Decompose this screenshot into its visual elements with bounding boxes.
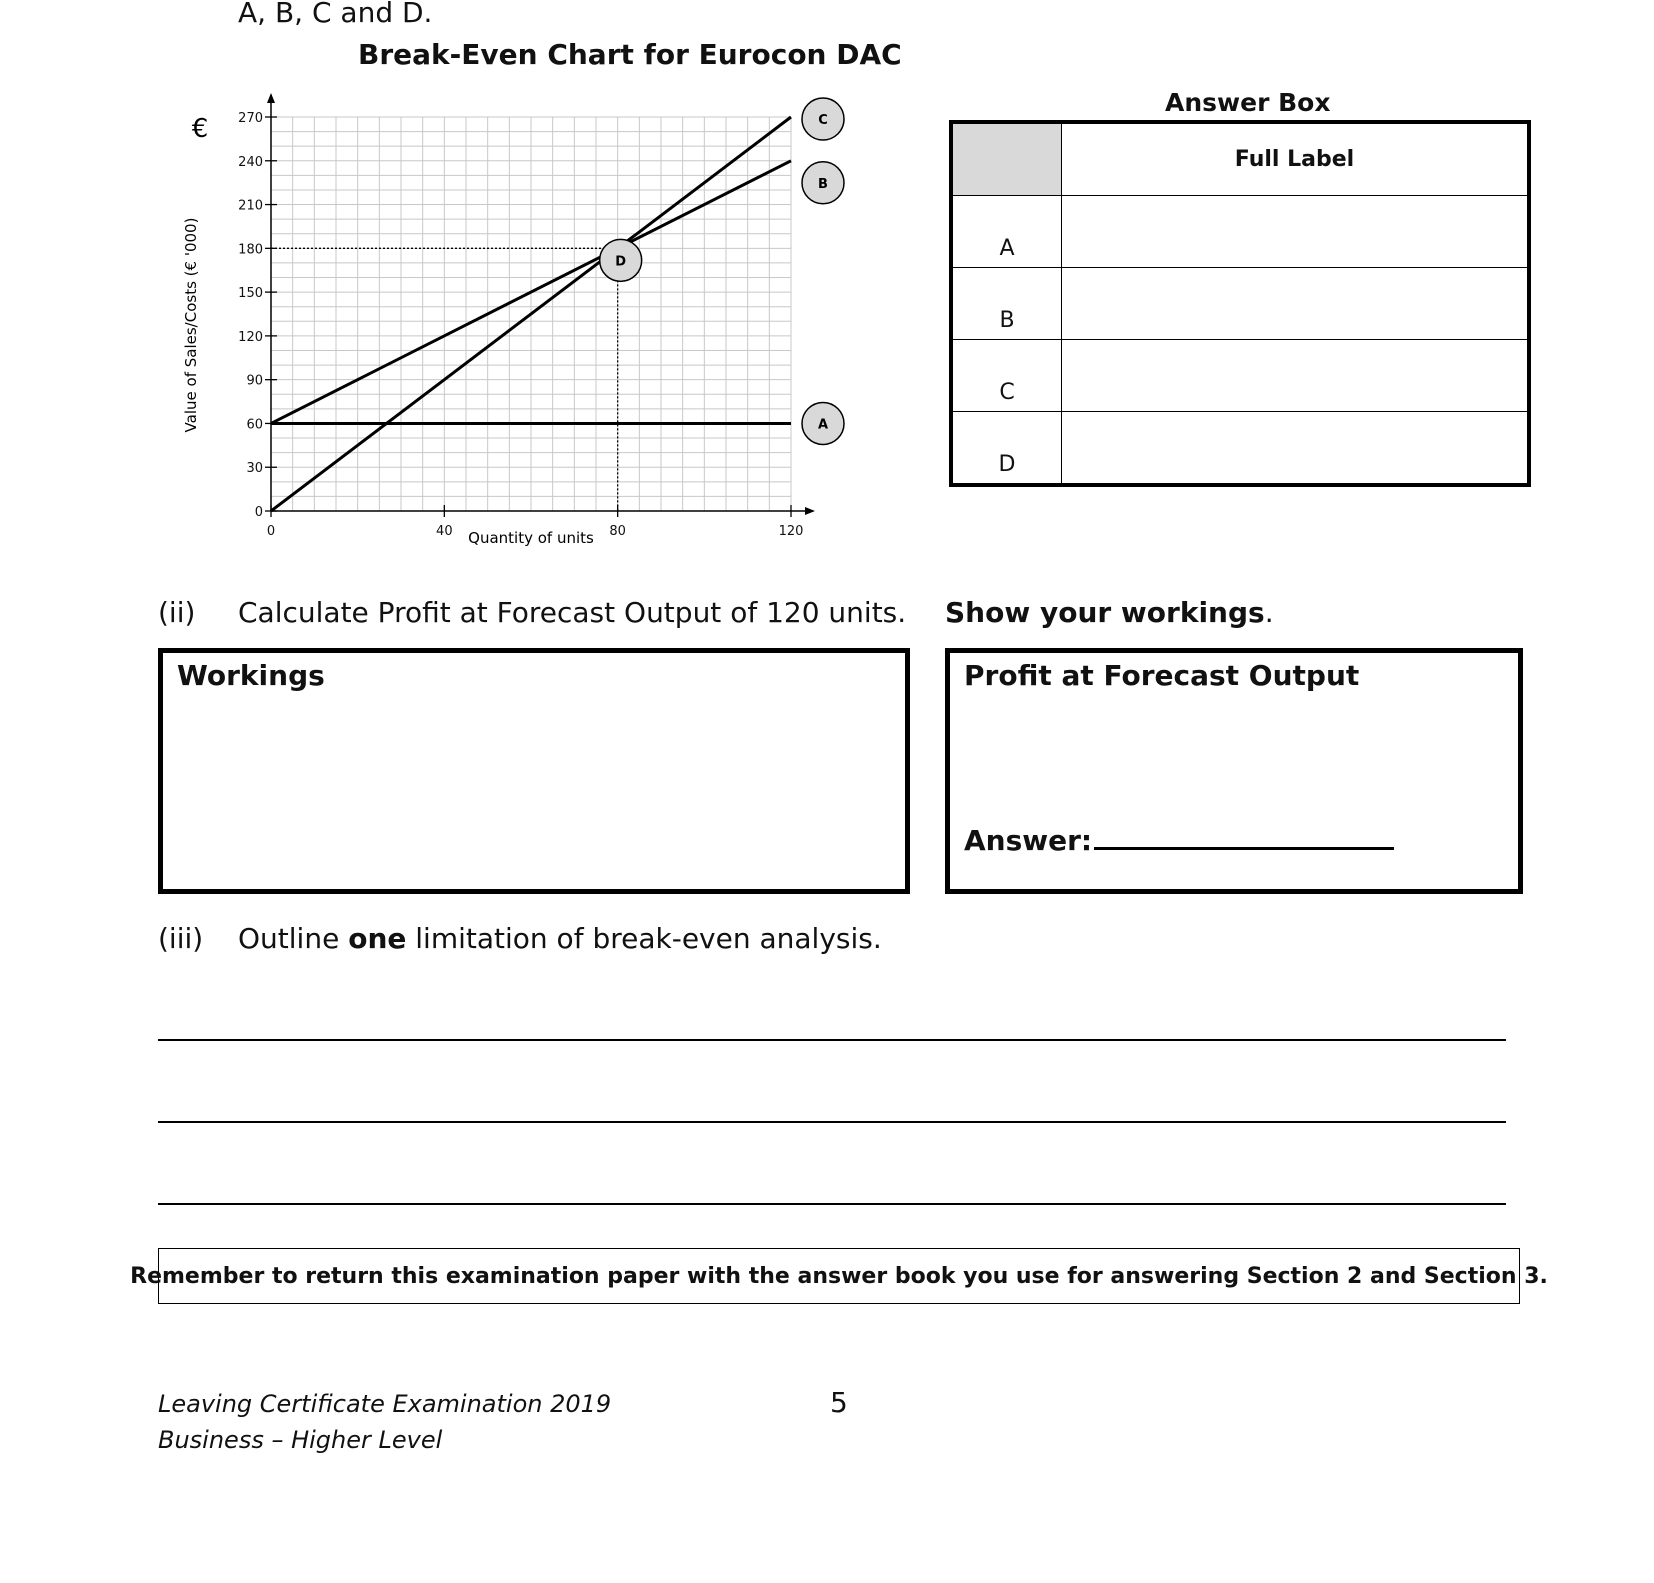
answer-label: Answer:	[964, 824, 1093, 857]
y-tick-label: 240	[238, 154, 263, 170]
question-ii-text: Calculate Profit at Forecast Output of 120 units.	[238, 596, 907, 629]
answer-blank[interactable]	[1094, 821, 1394, 850]
y-tick-label: 210	[238, 198, 263, 214]
answer-box-table	[949, 120, 1531, 487]
row-letter-a: A	[951, 196, 1062, 268]
series-label-c: C	[818, 113, 828, 128]
q3-text-bold: one	[348, 922, 407, 955]
y-tick-label: 60	[246, 417, 263, 433]
row-letter-c: C	[951, 340, 1062, 412]
series-label-b: B	[818, 176, 828, 192]
profit-title: Profit at Forecast Output	[964, 659, 1360, 692]
header-full-label: Full Label	[1062, 122, 1530, 196]
row-letter-b: B	[951, 268, 1062, 340]
answer-box-title: Answer Box	[1165, 88, 1331, 117]
row-letter-d: D	[951, 412, 1062, 486]
currency-symbol: €	[191, 114, 209, 144]
y-axis-arrow	[267, 93, 275, 103]
y-tick-label: 0	[254, 505, 263, 520]
answer-rule-2[interactable]	[158, 1121, 1506, 1123]
intro-text: A, B, C and D.	[238, 0, 433, 29]
y-tick-label: 180	[238, 242, 263, 258]
x-tick-label: 80	[609, 524, 626, 539]
question-iii-number: (iii)	[158, 922, 204, 955]
x-tick-label: 0	[266, 524, 276, 539]
y-tick-label: 270	[238, 111, 263, 126]
workings-box[interactable]	[158, 648, 910, 894]
answer-rule-3[interactable]	[158, 1203, 1506, 1205]
y-tick-label: 90	[246, 373, 263, 389]
profit-box[interactable]	[945, 648, 1523, 894]
q3-text-after: limitation of break-even analysis.	[406, 922, 882, 955]
x-tick-label: 40	[436, 524, 453, 539]
workings-title: Workings	[177, 659, 325, 692]
question-ii-number: (ii)	[158, 596, 196, 629]
y-tick-label: 120	[238, 329, 263, 345]
answer-cell-d[interactable]	[1062, 412, 1530, 486]
series-label-a: A	[817, 417, 829, 433]
point-label-d: D	[615, 254, 627, 270]
x-axis-arrow	[805, 507, 815, 515]
reminder-notice: Remember to return this examination paper with the answer book you use for answering Section 2 and Section 3.	[158, 1248, 1520, 1304]
instruction-bold: Show your workings	[945, 596, 1265, 629]
x-axis-label: Quantity of units	[468, 529, 594, 547]
y-tick-label: 150	[238, 286, 263, 302]
chart-title: Break-Even Chart for Eurocon DAC	[358, 38, 902, 71]
answer-cell-b[interactable]	[1062, 268, 1530, 340]
q3-text-before: Outline	[238, 922, 349, 955]
question-ii-instruction	[945, 596, 1274, 629]
answer-cell-c[interactable]	[1062, 340, 1530, 412]
y-tick-label: 30	[246, 461, 263, 477]
footer-exam-title: Leaving Certificate Examination 2019	[158, 1390, 612, 1418]
footer-subject: Business – Higher Level	[158, 1426, 443, 1454]
answer-line	[964, 821, 1394, 857]
x-tick-label: 120	[778, 524, 804, 539]
answer-cell-a[interactable]	[1062, 196, 1530, 268]
page-number: 5	[830, 1386, 848, 1419]
break-even-chart	[170, 85, 870, 555]
instruction-tail: .	[1264, 596, 1274, 629]
y-axis-label: Value of Sales/Costs (€ '000)	[182, 217, 200, 433]
answer-rule-1[interactable]	[158, 1039, 1506, 1041]
question-iii-text	[238, 922, 882, 955]
header-shaded-cell	[951, 122, 1062, 196]
